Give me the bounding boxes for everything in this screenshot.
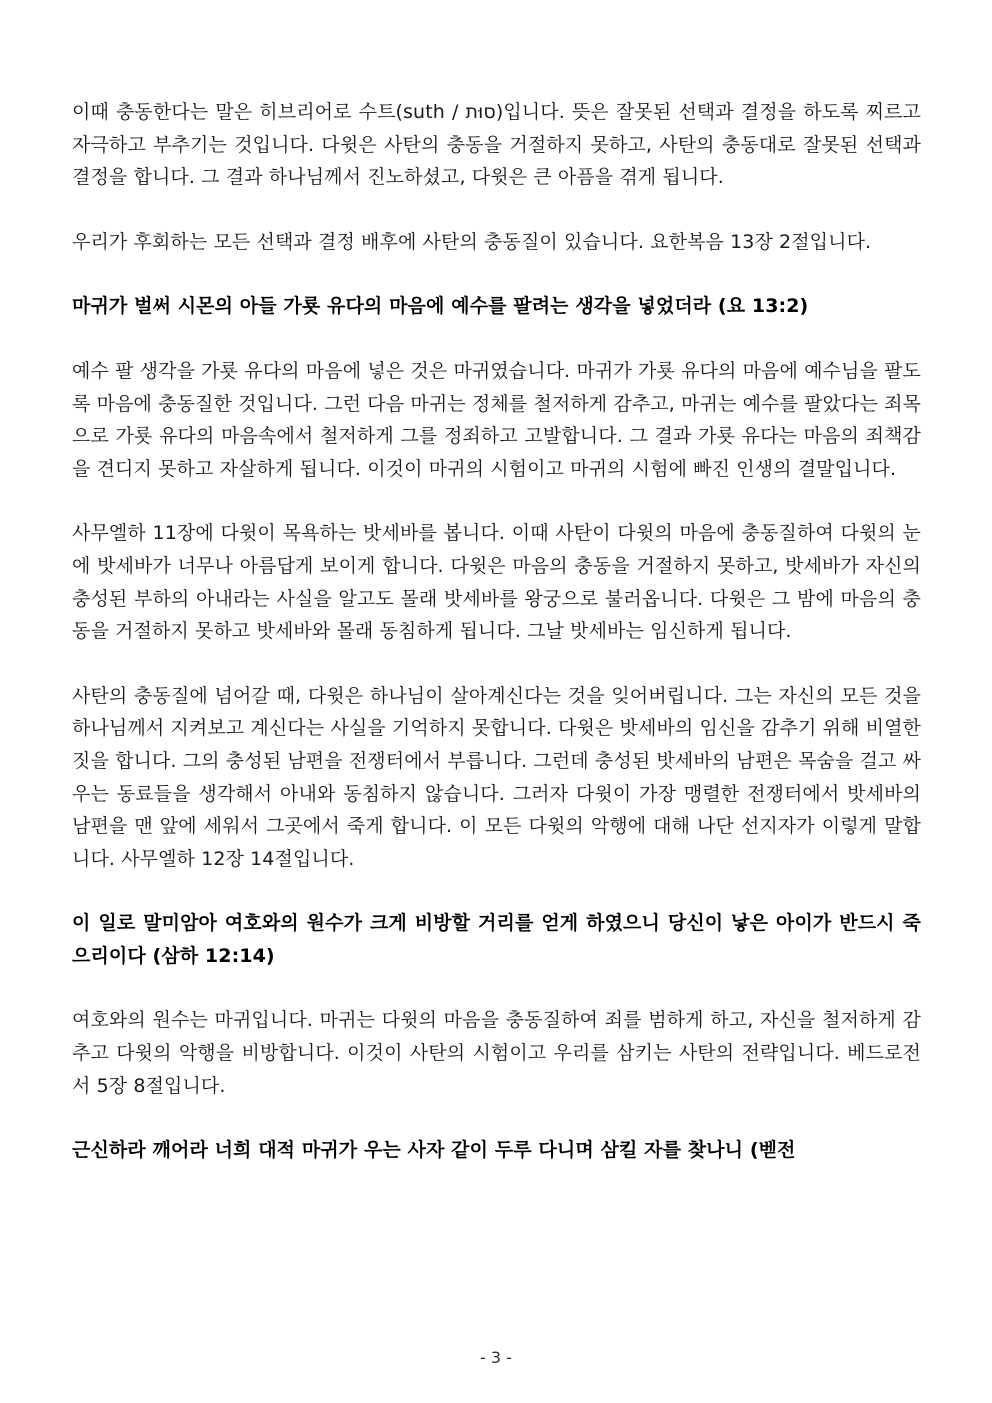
body-paragraph: 사탄의 충동질에 넘어갈 때, 다윗은 하나님이 살아계신다는 것을 잊어버립니다. 그는 자신의 모든 것을 하나님께서 지켜보고 계신다는 사실을 기억하지 못합니다. 다윗은 밧세바의 임신을 감추기 위해 비열한 짓을 합니다. 그의 충성된 남편을 전쟁터에서 부릅니다. 그런데 충성된 밧세바의 남편은 목숨을 걸고 싸우는 동료들을 생각해서 아내와 동침하지 않습니다. 그러자 다윗이 가장 맹렬한 전쟁터에서 밧세바의 남편을 맨 앞에 세워서 그곳에서 죽게 합니다. 이 모든 다윗의 악행에 대해 나단 선지자가 이렇게 말합니다. 사무엘하 12장 14절입니다. xyxy=(72,684,921,870)
page-number: - 3 - xyxy=(480,1348,512,1367)
body-paragraph: 우리가 후회하는 모든 선택과 결정 배후에 사탄의 충동질이 있습니다. 요한복음 13장 2절입니다. xyxy=(72,230,872,253)
scripture-verse: 마귀가 벌써 시몬의 아들 가룟 유다의 마음에 예수를 팔려는 생각을 넣었더라 (요 13:2) xyxy=(72,295,809,318)
scripture-verse: 이 일로 말미암아 여호와의 원수가 크게 비방할 거리를 얻게 하였으니 당신이 낳은 아이가 반드시 죽으리이다 (삼하 12:14) xyxy=(72,912,921,967)
body-paragraph: 여호와의 원수는 마귀입니다. 마귀는 다윗의 마음을 충동질하여 죄를 범하게 하고, 자신을 철저하게 감추고 다윗의 악행을 비방합니다. 이것이 사탄의 시험이고 우리를 삼키는 사탄의 전략입니다. 베드로전서 5장 8절입니다. xyxy=(72,1009,921,1097)
body-paragraph: 이때 충동한다는 말은 히브리어로 수트(suth / סוּת)입니다. 뜻은 잘못된 선택과 결정을 하도록 찌르고 자극하고 부추기는 것입니다. 다윗은 사탄의 충동을 거절하지 못하고, 사탄의 충동대로 잘못된 선택과 결정을 합니다. 그 결과 하나님께서 진노하셨고, 다윗은 큰 아픔을 겪게 됩니다. xyxy=(72,101,921,189)
body-paragraph: 예수 팔 생각을 가룟 유다의 마음에 넣은 것은 마귀였습니다. 마귀가 가룟 유다의 마음에 예수님을 팔도록 마음에 충동질한 것입니다. 그런 다음 마귀는 정체를 철저하게 감추고, 마귀는 예수를 팔았다는 죄목으로 가룟 유다의 마음속에서 철저하게 그를 정죄하고 고발합니다. 그 결과 가룟 유다는 마음의 죄책감을 견디지 못하고 자살하게 됩니다. 이것이 마귀의 시험이고 마귀의 시험에 빠진 인생의 결말입니다. xyxy=(72,359,921,480)
scripture-verse: 근신하라 깨어라 너희 대적 마귀가 우는 사자 같이 두루 다니며 삼킬 자를 찾나니 (벧전 xyxy=(72,1139,796,1162)
document-page xyxy=(72,96,921,1167)
body-paragraph: 사무엘하 11장에 다윗이 목욕하는 밧세바를 봅니다. 이때 사탄이 다윗의 마음에 충동질하여 다윗의 눈에 밧세바가 너무나 아름답게 보이게 합니다. 다윗은 마음의 충동을 거절하지 못하고, 밧세바가 자신의 충성된 부하의 아내라는 사실을 알고도 몰래 밧세바를 왕궁으로 불러옵니다. 다윗은 그 밤에 마음의 충동을 거절하지 못하고 밧세바와 몰래 동침하게 됩니다. 그날 밧세바는 임신하게 됩니다. xyxy=(72,522,921,643)
